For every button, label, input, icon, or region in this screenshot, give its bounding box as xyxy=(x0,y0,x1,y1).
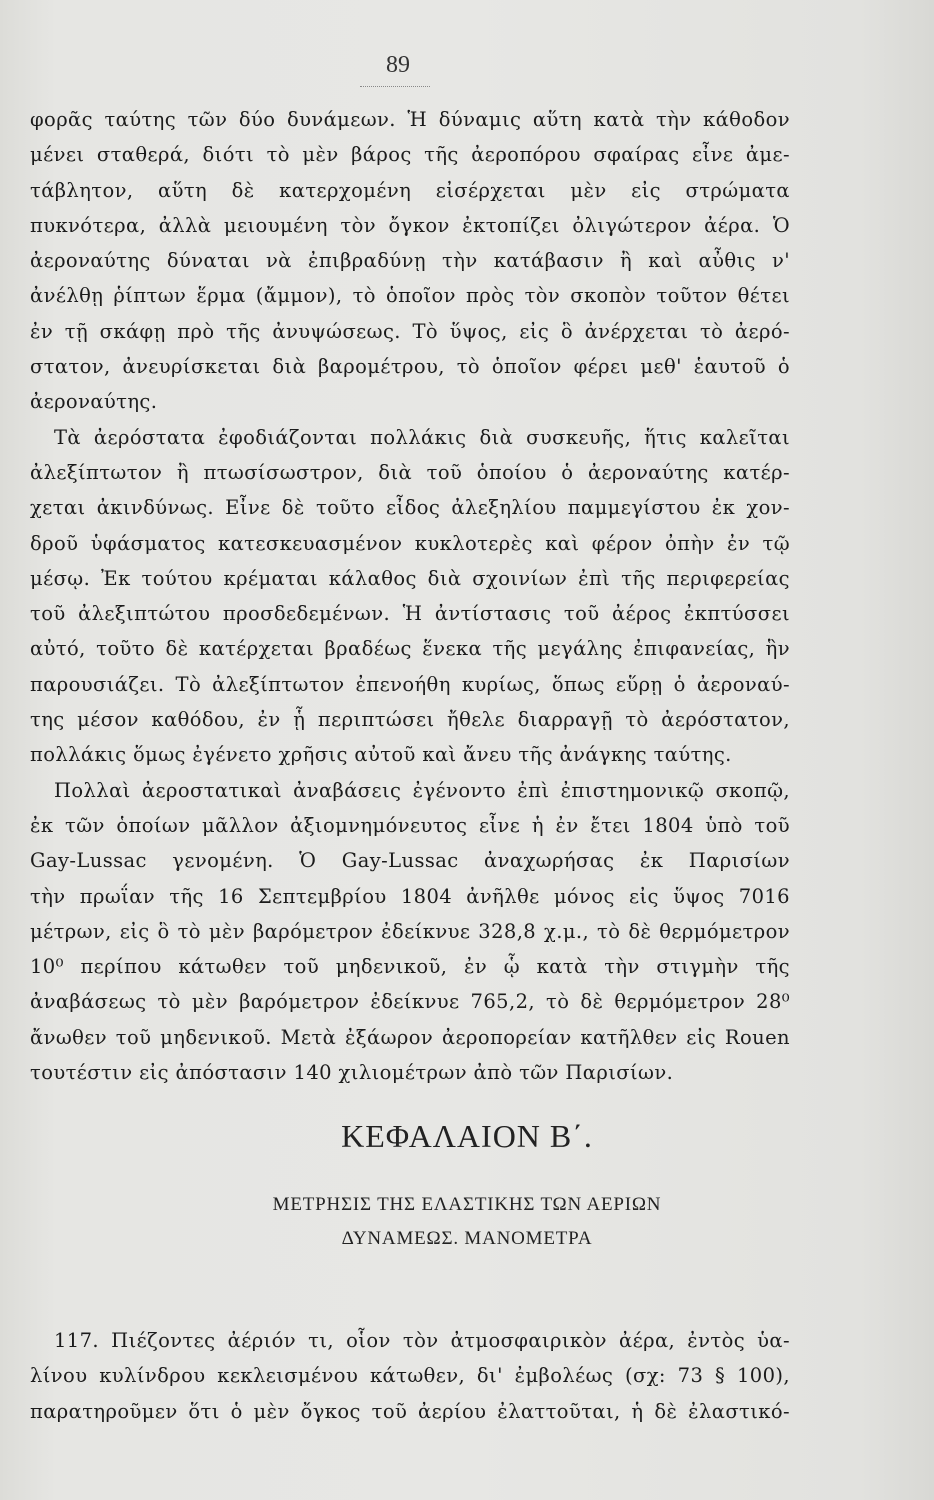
text-line: Gay-Lussac γενομένη. Ὁ Gay-Lussac ἀναχωρήσας ἐκ Παρισίων xyxy=(30,849,790,873)
text-line: ἐν τῇ σκάφῃ πρὸ τῆς ἀνυψώσεως. Τὸ ὕψος, εἰς ὃ ἀνέρχεται τὸ ἀερό- xyxy=(30,319,790,343)
text-line: παρουσιάζει. Τὸ ἀλεξίπτωτον ἐπενοήθη κυρίως, ὅπως εὕρῃ ὁ ἀεροναύ- xyxy=(30,672,790,696)
text-line: μένει σταθερά, διότι τὸ μὲν βάρος τῆς ἀεροπόρου σφαίρας εἶνε ἀμε- xyxy=(30,143,790,167)
page-number-rule xyxy=(360,86,430,87)
text-line: τάβλητον, αὕτη δὲ κατερχομένη εἰσέρχεται μὲν εἰς στρώματα xyxy=(30,178,790,202)
text-line: μέσῳ. Ἐκ τούτου κρέμαται κάλαθος διὰ σχοινίων ἐπὶ τῆς περιφερείας xyxy=(30,566,790,590)
text-line: χεται ἀκινδύνως. Εἶνε δὲ τοῦτο εἶδος ἀλεξηλίου παμμεγίστου ἐκ χον- xyxy=(30,496,790,520)
chapter-title: ΚΕΦΑΛΑΙΟΝ Β΄. xyxy=(341,1118,593,1154)
text-line: ἄνωθεν τοῦ μηδενικοῦ. Μετὰ ἐξάωρον ἀεροπορείαν κατῆλθεν εἰς Rouen xyxy=(30,1025,790,1049)
text-line: ἀλεξίπτωτον ἢ πτωσίσωστρον, διὰ τοῦ ὁποίου ὁ ἀεροναύτης κατέρ- xyxy=(30,460,790,484)
text-line: αὐτό, τοῦτο δὲ κατέρχεται βραδέως ἕνεκα τῆς μεγάλης ἐπιφανείας, ἣν xyxy=(30,637,790,661)
text-line: 10⁰ περίπου κάτωθεν τοῦ μηδενικοῦ, ἐν ᾧ κατὰ τὴν στιγμὴν τῆς xyxy=(30,955,790,979)
text-line: τοῦ ἀλεξιπτώτου προσδεδεμένων. Ἡ ἀντίστασις τοῦ ἀέρος ἐκπτύσσει xyxy=(30,602,790,626)
text-line: τὴν πρωΐαν τῆς 16 Σεπτεμβρίου 1804 ἀνῆλθε μόνος εἰς ὕψος 7016 xyxy=(30,884,790,908)
text-line: ἐκ τῶν ὁποίων μᾶλλον ἀξιομνημόνευτος εἶνε ἡ ἐν ἔτει 1804 ὑπὸ τοῦ xyxy=(30,813,790,837)
text-line: φορᾶς ταύτης τῶν δύο δυνάμεων. Ἡ δύναμις αὕτη κατὰ τὴν κάθοδον xyxy=(30,108,790,131)
text-line: μέτρων, εἰς ὃ τὸ μὲν βαρόμετρον ἐδείκνυε 328,8 χ.μ., τὸ δὲ θερμόμετρον xyxy=(30,919,790,943)
text-line: 117. Πιέζοντες ἀέριόν τι, οἷον τὸν ἀτμοσφαιρικὸν ἀέρα, ἐντὸς ὑα- xyxy=(54,1329,790,1352)
body-text xyxy=(30,102,790,1090)
text-line: παρατηροῦμεν ὅτι ὁ μὲν ὄγκος τοῦ ἀερίου ἐλαττοῦται, ἡ δὲ ἐλαστικό- xyxy=(30,1399,790,1423)
text-line: της μέσον καθόδου, ἐν ᾗ περιπτώσει ἤθελε διαρραγῇ τὸ ἀερόστατον, xyxy=(30,708,790,732)
text-line: λίνου κυλίνδρου κεκλεισμένου κάτωθεν, δι' ἐμβολέως (σχ: 73 § 100), xyxy=(30,1364,790,1388)
section-heading-line: ΔΥΝΑΜΕΩΣ. ΜΑΝΟΜΕΤΡΑ xyxy=(341,1228,593,1249)
text-line: Τὰ ἀερόστατα ἐφοδιάζονται πολλάκις διὰ συσκευῆς, ἥτις καλεῖται xyxy=(54,425,790,449)
text-line: πυκνότερα, ἀλλὰ μειουμένη τὸν ὄγκον ἐκτοπίζει ὀλιγώτερον ἀέρα. Ὁ xyxy=(30,213,790,237)
text-line: τουτέστιν εἰς ἀπόστασιν 140 χιλιομέτρων ἀπὸ τῶν Παρισίων. xyxy=(30,1061,674,1085)
section-heading xyxy=(0,1188,934,1256)
text-line: Πολλαὶ ἀεροστατικαὶ ἀναβάσεις ἐγένοντο ἐπὶ ἐπιστημονικῷ σκοπῷ, xyxy=(54,778,790,802)
text-line: ἀεροναύτης δύναται νὰ ἐπιβραδύνῃ τὴν κατάβασιν ἢ καὶ αὖθις ν' xyxy=(30,249,790,273)
page-number: 89 xyxy=(386,52,410,78)
text-line: δροῦ ὑφάσματος κατεσκευασμένον κυκλοτερὲς καὶ φέρον ὀπὴν ἐν τῷ xyxy=(30,531,790,555)
text-line: πολλάκις ὅμως ἐγένετο χρῆσις αὐτοῦ καὶ ἄνευ τῆς ἀνάγκης ταύτης. xyxy=(30,743,732,767)
text-line: ἀναβάσεως τὸ μὲν βαρόμετρον ἐδείκνυε 765,2, τὸ δὲ θερμόμετρον 28⁰ xyxy=(30,990,790,1014)
text-line: ἀνέλθῃ ῥίπτων ἕρμα (ἄμμον), τὸ ὁποῖον πρὸς τὸν σκοπὸν τοῦτον θέτει xyxy=(30,284,790,308)
section-heading-line: ΜΕΤΡΗΣΙΣ ΤΗΣ ΕΛΑΣΤΙΚΗΣ ΤΩΝ ΑΕΡΙΩΝ xyxy=(272,1194,662,1215)
text-line: στατον, ἀνευρίσκεται διὰ βαρομέτρου, τὸ ὁποῖον φέρει μεθ' ἑαυτοῦ ὁ xyxy=(30,355,790,379)
text-line: ἀεροναύτης. xyxy=(30,390,158,414)
section-paragraph xyxy=(30,1323,790,1429)
